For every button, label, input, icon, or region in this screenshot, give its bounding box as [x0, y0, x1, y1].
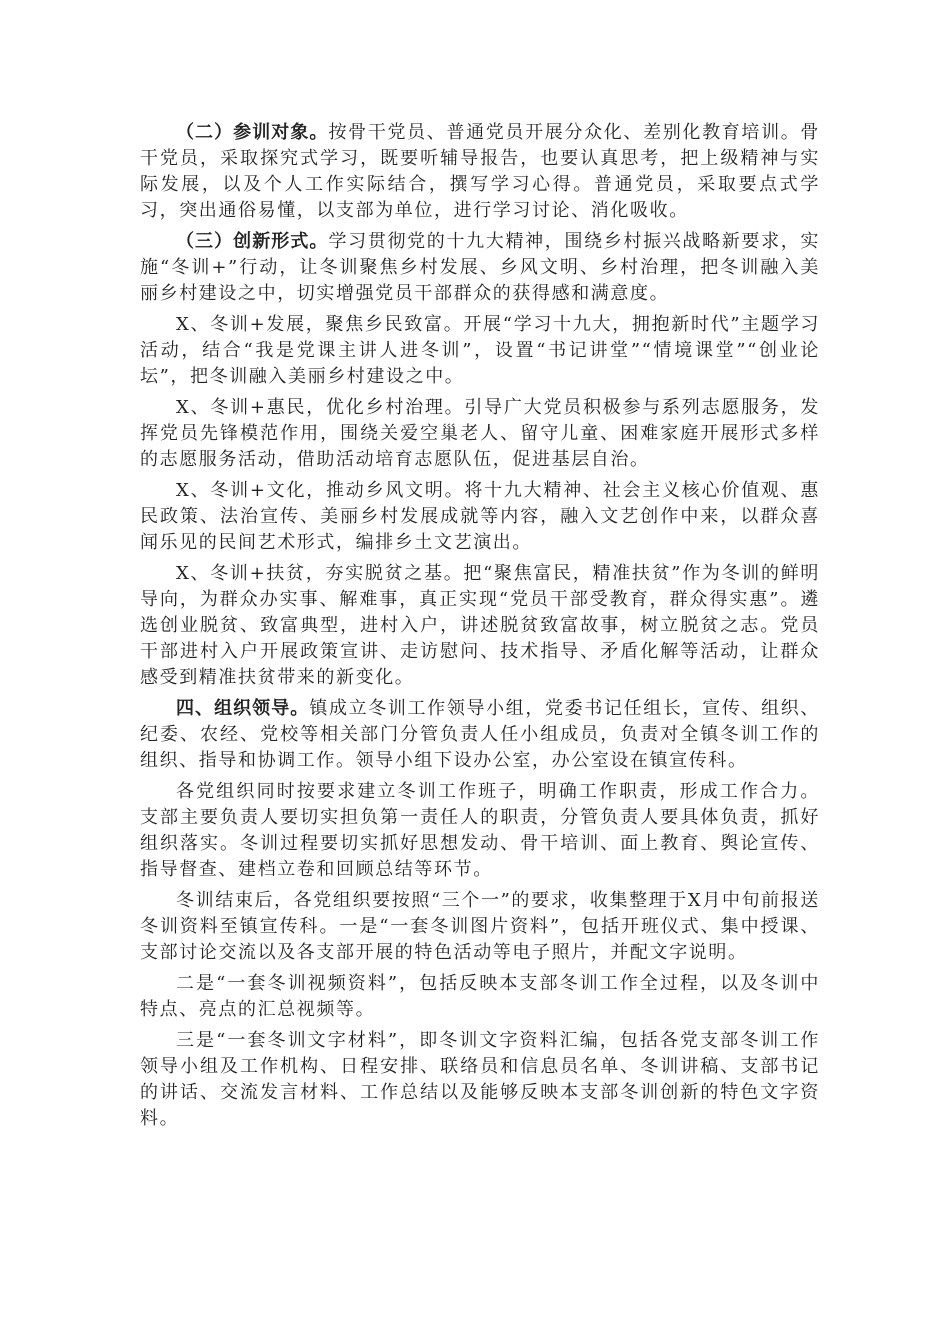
paragraph-text: 镇成立冬训工作领导小组，党委书记任组长，宣传、组织、纪委、农经、党校等相关部门分管负责人任小组成员，负责对全镇冬训工作的组织、指导和协调工作。领导小组下设办公室，办公室设在镇宣传科。: [140, 698, 820, 771]
paragraph-text: 各党组织同时按要求建立冬训工作班子，明确工作职责，形成工作合力。支部主要负责人要切实担负第一责任人的职责，分管负责人要具体负责，抓好组织落实。冬训过程要切实抓好思想发动、骨干培训、面上教育、舆论宣传、指导督查、建档立卷和回顾总结等环节。: [140, 781, 820, 880]
paragraph-leadership: [140, 696, 820, 774]
paragraph-text: 冬训结束后，各党组织要按照“三个一”的要求，收集整理于X月中旬前报送冬训资料至镇宣传科。一是“一套冬训图片资料”，包括开班仪式、集中授课、支部讨论交流以及各支部开展的特色活动等电子照片，并配文字说明。: [140, 890, 820, 963]
section-heading-leadership: 四、组织领导。: [176, 698, 310, 719]
paragraph-poverty: [140, 561, 820, 691]
paragraph-participants: [140, 120, 820, 224]
paragraph-text: 三是“一套冬训文字材料”，即冬训文字资料汇编，包括各党支部冬训工作领导小组及工作机构、日程安排、联络员和信息员名单、冬训讲稿、支部书记的讲话、交流发言材料、工作总结以及能够反映本支部冬训创新的特色文字资料。: [140, 1030, 820, 1129]
paragraph-text: 按骨干党员、普通党员开展分众化、差别化教育培训。骨干党员，采取探究式学习，既要听辅导报告，也要认真思考，把上级精神与实际发展，以及个人工作实际结合，撰写学习心得。普通党员，采取要点式学习，突出通俗易懂，以支部为单位，进行学习讨论、消化吸收。: [140, 122, 820, 221]
paragraph-text: X、冬训+扶贫，夯实脱贫之基。把“聚焦富民，精准扶贫”作为冬训的鲜明导向，为群众办实事、解难事，真正实现“党员干部受教育，群众得实惠”。遴选创业脱贫、致富典型，进村入户，讲述脱贫致富故事，树立脱贫之志。党员干部进村入户开展政策宣讲、走访慰问、技术指导、矛盾化解等活动，让群众感受到精准扶贫带来的新变化。: [140, 563, 820, 688]
paragraph-culture: [140, 478, 820, 556]
paragraph-materials-text: [140, 1028, 820, 1132]
paragraph-text: X、冬训+文化，推动乡风文明。将十九大精神、社会主义核心价值观、惠民政策、法治宣传、美丽乡村发展成就等内容，融入文艺创作中来，以群众喜闻乐见的民间艺术形式，编排乡土文艺演出。: [140, 480, 820, 553]
section-heading-participants: （二）参训对象。: [176, 122, 329, 143]
paragraph-text: 学习贯彻党的十九大精神，围绕乡村振兴战略新要求，实施“冬训+”行动，让冬训聚焦乡村发展、乡风文明、乡村治理，把冬训融入美丽乡村建设之中，切实增强党员干部群众的获得感和满意度。: [140, 231, 820, 304]
paragraph-benefit: [140, 395, 820, 473]
paragraph-text: X、冬训+发展，聚焦乡民致富。开展“学习十九大，拥抱新时代”主题学习活动，结合“我是党课主讲人进冬训”，设置“书记讲堂”“情境课堂”“创业论坛”，把冬训融入美丽乡村建设之中。: [140, 314, 820, 387]
section-heading-innovation: （三）创新形式。: [176, 231, 329, 252]
paragraph-team: [140, 779, 820, 883]
paragraph-development: [140, 312, 820, 390]
paragraph-text: X、冬训+惠民，优化乡村治理。引导广大党员积极参与系列志愿服务，发挥党员先锋模范作用，围绕关爱空巢老人、留守儿童、困难家庭开展形式多样的志愿服务活动，借助活动培育志愿队伍，促进基层自治。: [140, 397, 820, 470]
paragraph-text: 二是“一套冬训视频资料”，包括反映本支部冬训工作全过程，以及冬训中特点、亮点的汇总视频等。: [140, 973, 820, 1020]
paragraph-materials-photos: [140, 888, 820, 966]
paragraph-materials-video: [140, 971, 820, 1023]
paragraph-innovation: [140, 229, 820, 307]
document-body: [140, 120, 820, 1137]
